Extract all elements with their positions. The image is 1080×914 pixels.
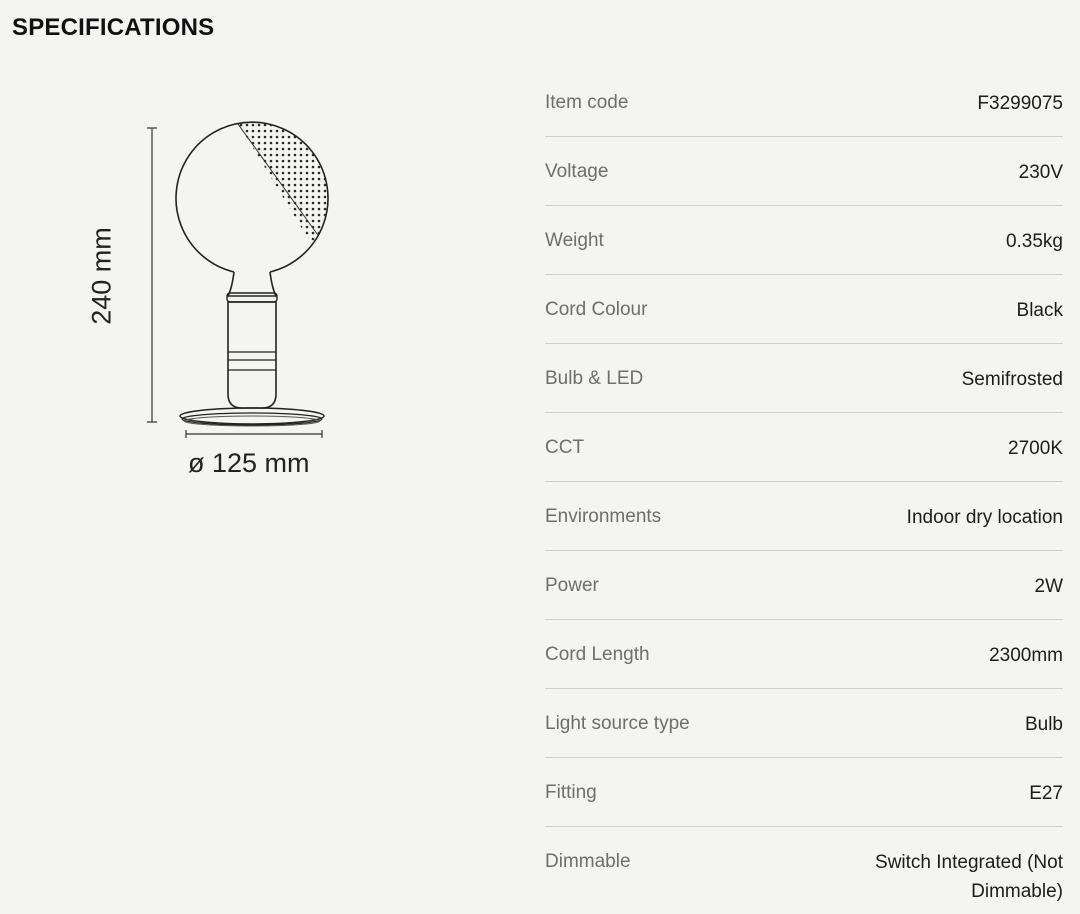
spec-row-cct	[545, 413, 1063, 482]
spec-row-bulb-led	[545, 344, 1063, 413]
spec-label: Weight	[545, 230, 604, 251]
spec-label: Cord Length	[545, 644, 650, 665]
spec-value: Bulb	[1024, 714, 1063, 735]
spec-value: Semifrosted	[961, 369, 1063, 390]
spec-row-cord-colour	[545, 275, 1063, 344]
spec-value: E27	[1029, 783, 1063, 804]
spec-value: F3299075	[977, 93, 1063, 114]
spec-value: Switch Integrated (Not Dimmable)	[875, 852, 1063, 902]
spec-row-cord-length	[545, 620, 1063, 689]
spec-value: Black	[1016, 300, 1063, 321]
spec-label: Fitting	[545, 782, 597, 803]
spec-label: CCT	[545, 437, 585, 458]
spec-label: Environments	[545, 506, 662, 527]
height-dimension-label: 240 mm	[86, 227, 117, 325]
spec-row-environments	[545, 482, 1063, 551]
spec-label: Bulb & LED	[545, 368, 644, 389]
lamp-line-drawing-icon	[100, 110, 360, 450]
spec-row-power	[545, 551, 1063, 620]
spec-label: Power	[545, 575, 599, 596]
spec-value: 230V	[1018, 162, 1063, 183]
spec-label: Light source type	[545, 713, 690, 734]
spec-row-dimmable	[545, 827, 1063, 906]
spec-label: Voltage	[545, 161, 609, 182]
spec-label: Dimmable	[545, 851, 631, 872]
spec-label: Item code	[545, 92, 629, 113]
spec-value: 2300mm	[989, 645, 1063, 666]
spec-value: 0.35kg	[1005, 231, 1063, 252]
spec-row-weight	[545, 206, 1063, 275]
product-dimension-drawing	[86, 110, 360, 490]
spec-value: 2700K	[1008, 438, 1063, 459]
specifications-table	[545, 68, 1063, 906]
spec-row-fitting	[545, 758, 1063, 827]
spec-row-light-source-type	[545, 689, 1063, 758]
spec-value: 2W	[1034, 576, 1063, 597]
spec-label: Cord Colour	[545, 299, 648, 320]
spec-row-item-code	[545, 68, 1063, 137]
spec-row-voltage	[545, 137, 1063, 206]
page-title: SPECIFICATIONS	[12, 14, 215, 41]
spec-value: Indoor dry location	[906, 507, 1063, 528]
width-dimension-label: ø 125 mm	[188, 448, 310, 478]
